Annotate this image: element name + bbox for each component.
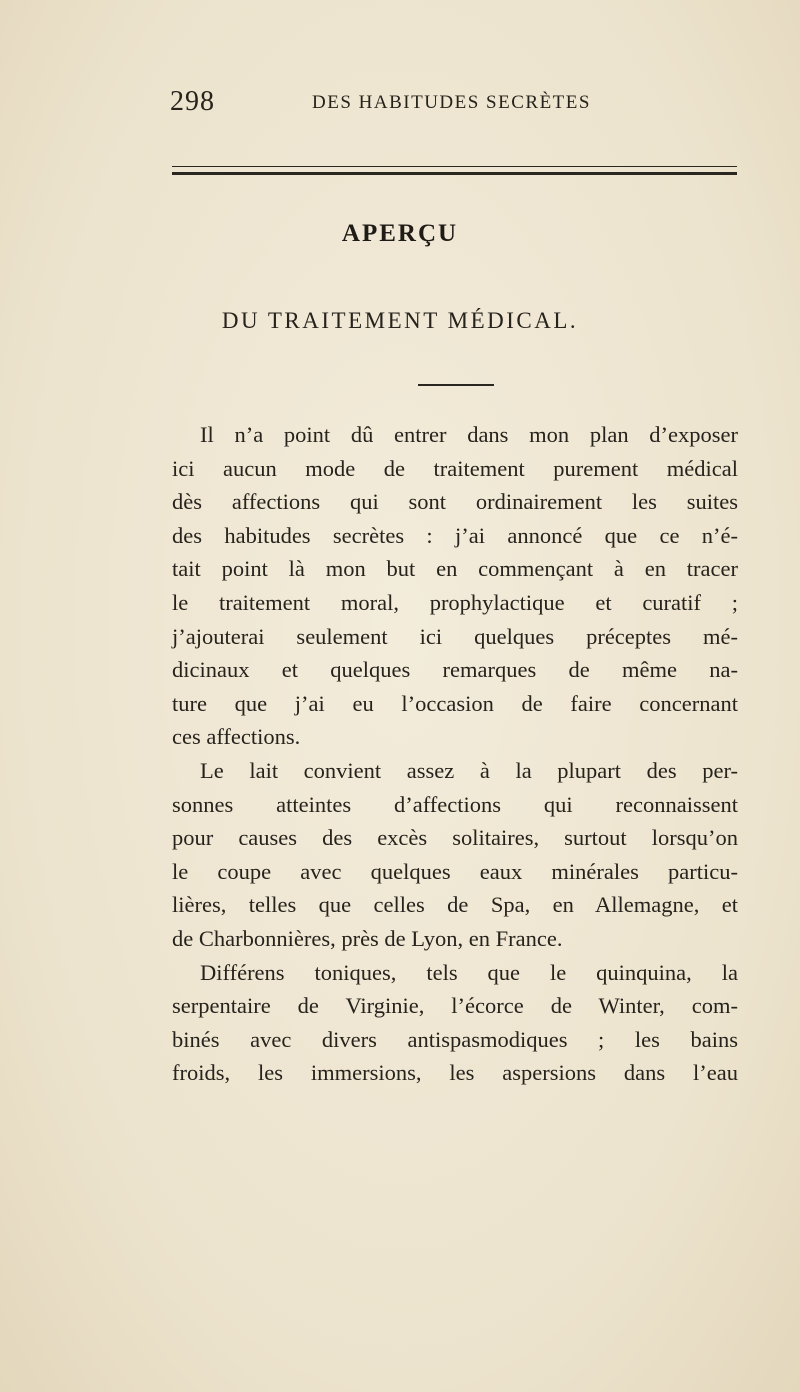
text-line: binés avec divers antispasmodiques ; les bains [172, 1026, 738, 1052]
text-line: froids, les immersions, les aspersions dans l’eau [172, 1060, 738, 1086]
text-line: ces affections. [172, 724, 301, 750]
running-head: DES HABITUDES SECRÈTES [312, 92, 591, 113]
text-line: dicinaux et quelques remarques de même na- [172, 657, 738, 683]
text-line: tait point là mon but en commençant à en tracer [172, 556, 738, 582]
text-line: dès affections qui sont ordinairement les suites [172, 489, 738, 515]
text-line: Il n’a point dû entrer dans mon plan d’exposer [200, 422, 738, 447]
text-line: Le lait convient assez à la plupart des per- [200, 757, 738, 783]
text-line: lières, telles que celles de Spa, en Allemagne, et [172, 892, 738, 918]
text-line: ture que j’ai eu l’occasion de faire concernant [172, 690, 738, 716]
title-separator-rule [418, 384, 494, 386]
text-line: le coupe avec quelques eaux minérales particu- [172, 858, 738, 884]
text-line: sonnes atteintes d’affections qui reconnaissent [172, 791, 738, 817]
text-line: pour causes des excès solitaires, surtout lorsqu’on [172, 825, 738, 851]
chapter-title: APERÇU [341, 220, 459, 247]
text-line: Différens toniques, tels que le quinquina, la [200, 959, 738, 985]
page-number: 298 [170, 86, 215, 117]
text-line: des habitudes secrètes : j’ai annoncé que ce n’é- [172, 522, 738, 548]
text-line: ici aucun mode de traitement purement médical [172, 455, 738, 481]
body-text [172, 418, 738, 1090]
text-line: de Charbonnières, près de Lyon, en France. [172, 925, 563, 951]
text-line: j’ajouterai seulement ici quelques préceptes mé- [172, 623, 738, 649]
page-header [170, 86, 740, 120]
header-double-rule [172, 166, 737, 175]
text-line: le traitement moral, prophylactique et curatif ; [172, 589, 738, 615]
chapter-subtitle: DU TRAITEMENT MÉDICAL. [221, 308, 579, 333]
text-line: serpentaire de Virginie, l’écorce de Winter, com- [172, 993, 738, 1019]
